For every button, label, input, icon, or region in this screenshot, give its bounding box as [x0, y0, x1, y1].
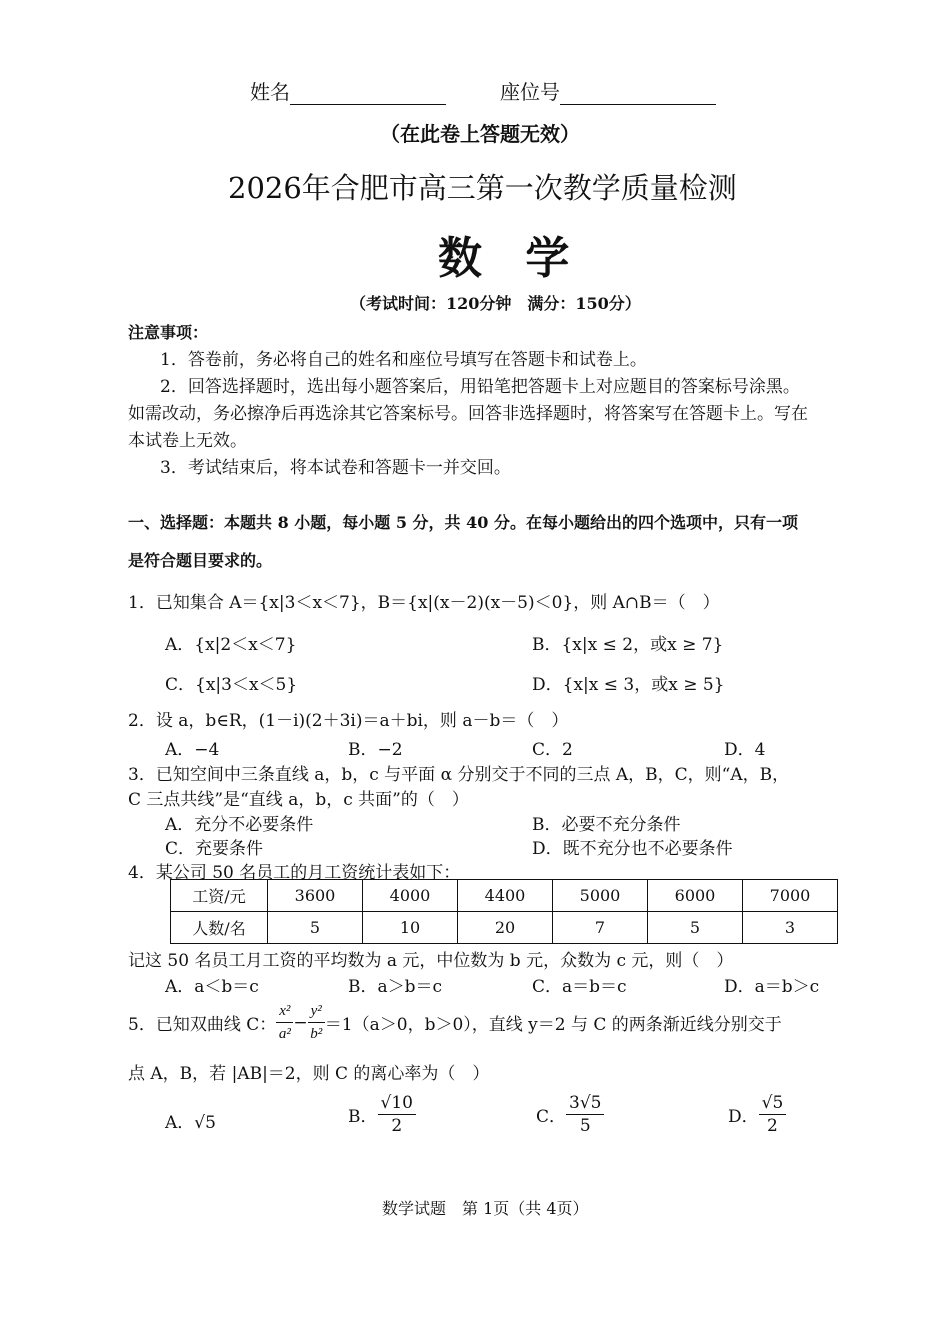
q5-fraction-x [276, 1000, 293, 1045]
q1-option-c: C．{x|3＜x＜5} [165, 675, 298, 695]
table-cell: 7 [553, 912, 648, 944]
q4-option-b: B．a＞b＝c [348, 977, 443, 997]
q2-stem: 2．设 a，b∈R，(1－i)(2＋3i)＝a＋bi，则 a－b＝（ ） [128, 711, 569, 731]
q3-option-d: D．既不充分也不必要条件 [532, 839, 733, 859]
table-cell: 7000 [743, 880, 838, 912]
q5-option-c [536, 1092, 604, 1137]
instructions-heading: 注意事项： [128, 323, 209, 342]
table-cell: 3 [743, 912, 838, 944]
table-cell: 6000 [648, 880, 743, 912]
table-cell: 20 [458, 912, 553, 944]
name-blank [290, 86, 446, 105]
table-cell: 5000 [553, 880, 648, 912]
q4-option-d: D．a＝b＞c [724, 977, 820, 997]
seat-label: 座位号 [500, 76, 716, 105]
subject-title: 数 学 [438, 233, 584, 284]
instruction-2-line3: 本试卷上无效。 [128, 431, 247, 451]
q5-stem [128, 1000, 782, 1045]
q5-option-b-den: 2 [391, 1116, 403, 1136]
q5-option-b-fraction [378, 1092, 416, 1137]
q1-option-d: D．{x|x ≤ 3，或x ≥ 5} [532, 675, 725, 695]
q5-stem-pre: 5．已知双曲线 C： [128, 1015, 277, 1035]
section1-line1: 一、选择题：本题共 8 小题，每小题 5 分，共 40 分。在每小题给出的四个选项中，只有一项 [128, 513, 798, 532]
q1-option-a: A．{x|2＜x＜7} [165, 635, 297, 655]
table-cell: 10 [363, 912, 458, 944]
q5-option-d-num: √5 [759, 1092, 787, 1115]
q2-option-a: A．−4 [165, 740, 220, 760]
table-cell: 3600 [268, 880, 363, 912]
table-cell: 4000 [363, 880, 458, 912]
q4-stem: 4．某公司 50 名员工的月工资统计表如下： [128, 863, 461, 883]
instruction-2-line2: 如需改动，务必擦净后再选涂其它答案标号。回答非选择题时，将答案写在答题卡上。写在 [128, 404, 808, 424]
q3-stem-line1: 3．已知空间中三条直线 a，b，c 与平面 α 分别交于不同的三点 A，B，C，则“A，B， [128, 765, 790, 785]
q5-option-d-label: D． [728, 1107, 759, 1127]
table-cell: 5 [648, 912, 743, 944]
q4-after: 记这 50 名员工月工资的平均数为 a 元，中位数为 b 元，众数为 c 元，则（ ） [128, 951, 734, 971]
q2-option-b: B．−2 [348, 740, 403, 760]
exam-info: （考试时间：120分钟 满分：150分） [350, 294, 641, 313]
q5-option-b-num: √10 [378, 1092, 416, 1115]
q5-option-b [348, 1092, 416, 1137]
q5-frac2-den: b² [310, 1026, 323, 1042]
q5-frac2-num: y² [308, 1000, 325, 1023]
q1-option-b: B．{x|x ≤ 2，或x ≥ 7} [532, 635, 724, 655]
q5-option-a-value: √5 [194, 1113, 216, 1133]
q5-option-c-label: C． [536, 1107, 567, 1127]
q2-option-c: C．2 [532, 740, 573, 760]
q5-option-b-label: B． [348, 1107, 378, 1127]
seat-blank [560, 86, 716, 105]
table-cell: 4400 [458, 880, 553, 912]
q2-option-d: D．4 [724, 740, 766, 760]
q5-stem-line2: 点 A，B，若 |AB|＝2，则 C 的离心率为（ ） [128, 1064, 490, 1084]
q5-minus: − [293, 1012, 308, 1033]
section1-line2: 是符合题目要求的。 [128, 551, 273, 570]
table-header-wage: 工资/元 [171, 880, 268, 912]
page-title: 2026年合肥市高三第一次教学质量检测 [228, 171, 737, 205]
q5-option-c-fraction [566, 1092, 604, 1137]
q5-fraction-y [308, 1000, 325, 1045]
table-cell: 5 [268, 912, 363, 944]
q3-option-b: B．必要不充分条件 [532, 815, 681, 835]
name-label: 姓名 [250, 76, 446, 105]
q5-option-a [165, 1108, 216, 1133]
q4-option-a: A．a＜b＝c [165, 977, 259, 997]
instruction-3: 3．考试结束后，将本试卷和答题卡一并交回。 [160, 458, 511, 478]
q4-option-c: C．a＝b＝c [532, 977, 627, 997]
q5-option-d [728, 1092, 786, 1137]
q5-frac1-num: x² [276, 1000, 293, 1023]
q5-option-d-den: 2 [767, 1116, 778, 1136]
wage-table [170, 879, 838, 944]
notice: （在此卷上答题无效） [380, 122, 580, 146]
q5-option-d-fraction [759, 1092, 787, 1137]
q5-frac1-den: a² [278, 1026, 291, 1042]
q5-stem-post: ＝1（a＞0，b＞0），直线 y＝2 与 C 的两条渐近线分别交于 [324, 1015, 782, 1035]
q5-option-a-label: A． [165, 1113, 195, 1133]
q3-stem-line2: C 三点共线”是“直线 a，b，c 共面”的（ ） [128, 790, 469, 810]
q5-option-c-num: 3√5 [566, 1092, 604, 1115]
instruction-2-line1: 2．回答选择题时，选出每小题答案后，用铅笔把答题卡上对应题目的答案标号涂黑。 [160, 377, 800, 397]
q3-option-a: A．充分不必要条件 [165, 815, 314, 835]
page-footer: 数学试题 第 1页（共 4页） [382, 1199, 589, 1218]
q5-option-c-den: 5 [579, 1116, 591, 1136]
instruction-1: 1．答卷前，务必将自己的姓名和座位号填写在答题卡和试卷上。 [160, 350, 647, 370]
table-row [171, 880, 838, 912]
q3-option-c: C．充要条件 [165, 839, 264, 859]
table-header-count: 人数/名 [171, 912, 268, 944]
q1-stem: 1．已知集合 A＝{x|3＜x＜7}，B＝{x|(x－2)(x－5)＜0}，则 A∩B＝（ ） [128, 593, 720, 613]
table-row [171, 912, 838, 944]
